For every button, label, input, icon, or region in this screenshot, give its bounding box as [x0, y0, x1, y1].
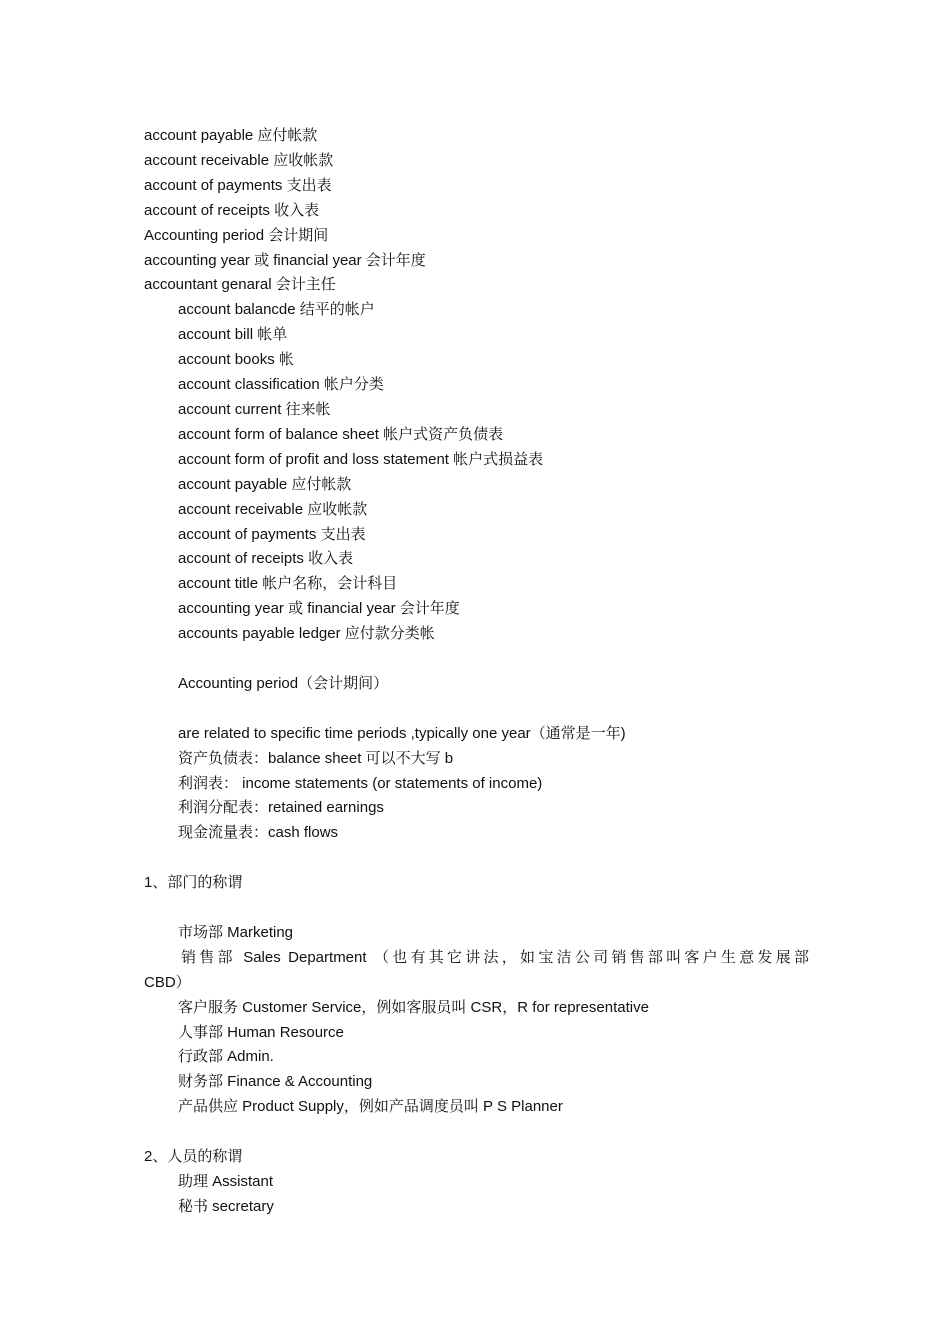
department-line: 人事部 Human Resource	[178, 1023, 344, 1041]
department-line: 产品供应 Product Supply，例如产品调度员叫 P S Planner	[178, 1098, 563, 1116]
indented-term-line: account current 往来帐	[178, 400, 331, 418]
indented-term-line: account title 帐户名称，会计科目	[178, 575, 398, 593]
staff-title-line: 助理 Assistant	[178, 1172, 274, 1190]
indented-term-line: account receivable 应收帐款	[178, 500, 368, 518]
period-heading: Accounting period（会计期间）	[178, 674, 389, 692]
blank-line	[144, 697, 809, 722]
period-note: 利润分配表：retained earnings	[178, 799, 384, 817]
term-line: account receivable 应收帐款	[144, 151, 334, 169]
indented-term-line: account of payments 支出表	[178, 525, 366, 543]
indented-term-line: account payable 应付帐款	[178, 475, 352, 493]
period-note: are related to specific time periods ,typically one year（通常是一年)	[178, 724, 626, 742]
indented-term-line: account classification 帐户分类	[178, 376, 384, 394]
department-sales-continuation: CBD）	[144, 973, 191, 991]
indented-term-line: account books 帐	[178, 351, 294, 369]
indented-term-line: accounting year 或 financial year 会计年度	[178, 600, 460, 618]
period-note: 资产负债表：balance sheet 可以不大写 b	[178, 749, 454, 767]
period-note: 现金流量表：cash flows	[178, 824, 339, 842]
department-line: 行政部 Admin.	[178, 1048, 274, 1066]
indented-term-line: account form of profit and loss statement 帐户式损益表	[178, 450, 544, 468]
department-sales-text: 销售部 Sales Department （也有其它讲法，如宝洁公司销售部叫客户生意发展部	[181, 948, 809, 966]
period-note: 利润表： income statements (or statements of income)	[178, 774, 543, 792]
term-line: account of receipts 收入表	[144, 201, 320, 219]
term-line: account payable 应付帐款	[144, 127, 318, 144]
department-line: 财务部 Finance & Accounting	[178, 1073, 373, 1091]
indented-term-line: account form of balance sheet 帐户式资产负债表	[178, 425, 504, 443]
term-line: Accounting period 会计期间	[144, 226, 329, 244]
section-title: 1、部门的称谓	[144, 874, 243, 892]
indented-term-line: account bill 帐单	[178, 326, 288, 344]
blank-line	[144, 846, 809, 871]
term-line: accountant genaral 会计主任	[144, 276, 336, 294]
staff-title-line: 秘书 secretary	[178, 1197, 274, 1215]
indented-term-line: accounts payable ledger 应付款分类帐	[178, 625, 435, 643]
department-sales-paragraph	[144, 946, 809, 996]
blank-line	[144, 1120, 809, 1145]
indented-term-line: account of receipts 收入表	[178, 550, 354, 568]
blank-line	[144, 896, 809, 921]
indented-term-line: account balancde 结平的帐户	[178, 301, 375, 319]
term-line: accounting year 或 financial year 会计年度	[144, 251, 426, 269]
document-body	[144, 124, 809, 1220]
department-line: 市场部 Marketing	[178, 923, 294, 941]
blank-line	[144, 647, 809, 672]
section-title: 2、人员的称谓	[144, 1148, 243, 1166]
department-line: 客户服务 Customer Service，例如客服员叫 CSR，R for representative	[178, 998, 649, 1016]
term-line: account of payments 支出表	[144, 176, 332, 194]
